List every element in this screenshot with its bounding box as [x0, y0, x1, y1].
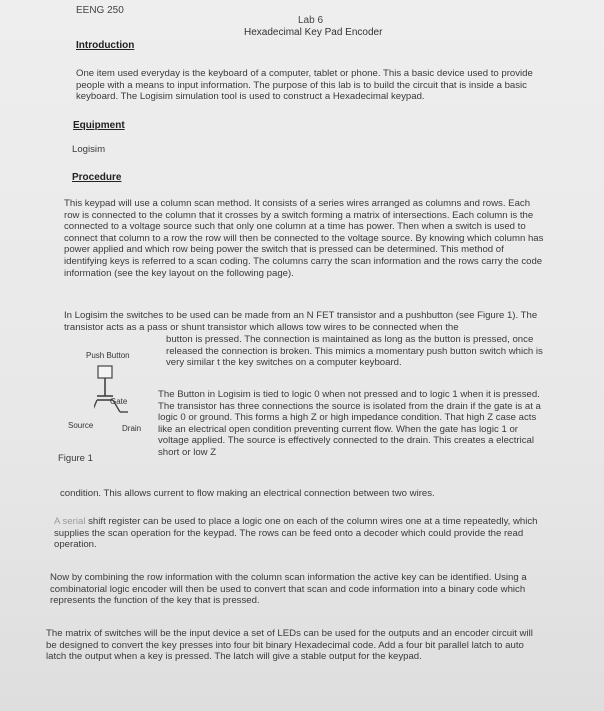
- figure-caption: Figure 1: [58, 453, 93, 464]
- procedure-heading: Procedure: [72, 172, 122, 183]
- document-title: Hexadecimal Key Pad Encoder: [244, 27, 383, 38]
- shift-main-text: shift register can be used to place a logic one on each of the column wires one at a time repeatedly, which supplies the scan operation for the keypad. The rows can be feed onto a decoder which could provide the read operation.: [54, 516, 538, 551]
- matrix-paragraph: The matrix of switches will be the input device a set of LEDs can be used for the outputs and an encoder circuit will be designed to convert the key presses into four bit binary Hexadecimal code. Add a four bit parallel latch to auto latch the output when a key is pressed. The latch will give a stable output for the keypad.: [46, 628, 533, 663]
- gate-label: Gate: [110, 397, 128, 406]
- fet-switch-paragraph: In Logisim the switches to be used can be made from an N FET transistor and a pushbutton (see Figure 1). The transistor acts as a pass or shunt transistor which allows tow wires to be connected when the: [64, 310, 538, 333]
- introduction-text: One item used everyday is the keyboard of a computer, tablet or phone. This a basic device used to provide people with a means to input information. The purpose of this lab is to build the circuit that is inside a basic keyboard. The Logisim simulation tool is used to construct a Hexadecimal keypad.: [76, 68, 533, 103]
- lab-number: Lab 6: [298, 15, 324, 26]
- equipment-heading: Equipment: [73, 120, 125, 131]
- equipment-item: Logisim: [72, 144, 106, 155]
- shift-faded-text: A serial: [54, 516, 86, 527]
- course-code: EENG 250: [76, 5, 124, 16]
- push-button-label: Push Button: [86, 351, 130, 360]
- button-behavior-paragraph: button is pressed. The connection is maintained as long as the button is pressed, once released the connection is broken. This mimics a momentary push button switch which is very similar t the key switches on a computer keyboard.: [166, 334, 543, 369]
- condition-paragraph: condition. This allows current to flow making an electrical connection between two wires.: [60, 488, 435, 499]
- logic-levels-paragraph: The Button in Logisim is tied to logic 0 when not pressed and to logic 1 when it is pressed. The transistor has three connections the source is isolated from the drain if the gate is at a logic 0 or ground. This forms a high Z or high impedance condition. That high Z case acts like an electrical open condition preventing current flow. When the gate has logic 1 or voltage applied. The source is effectively connected to the drain. This creates a electrical short or low Z: [158, 389, 541, 458]
- source-label: Source: [68, 421, 94, 430]
- push-button-icon: [98, 366, 112, 378]
- drain-label: Drain: [122, 424, 142, 433]
- encoder-paragraph: Now by combining the row information with the column scan information the active key can be identified. Using a combinatorial logic encoder will then be used to convert that scan and code information into a binary code which represents the function of the key that is pressed.: [50, 572, 527, 607]
- introduction-heading: Introduction: [76, 40, 135, 51]
- nfet-pushbutton-diagram-icon: [94, 364, 154, 426]
- shift-register-paragraph: [54, 516, 544, 551]
- source-lead: [94, 400, 97, 412]
- scan-method-paragraph: This keypad will use a column scan method. It consists of a series wires arranged as columns and rows. Each row is connected to the column that it crosses by a switch forming a matrix of intersections. Each column is the connected to a voltage source such that only one column at a time has power. Then when a switch is used to connect that column to a row the row will then be connected to the voltage source. By knowing which column has power applied and which row being power the switch that is pressed can be determined. This method of identifying keys is referred to a scan coding. The columns carry the scan information and the rows carry the code information (see the key layout on the following page).: [64, 198, 544, 279]
